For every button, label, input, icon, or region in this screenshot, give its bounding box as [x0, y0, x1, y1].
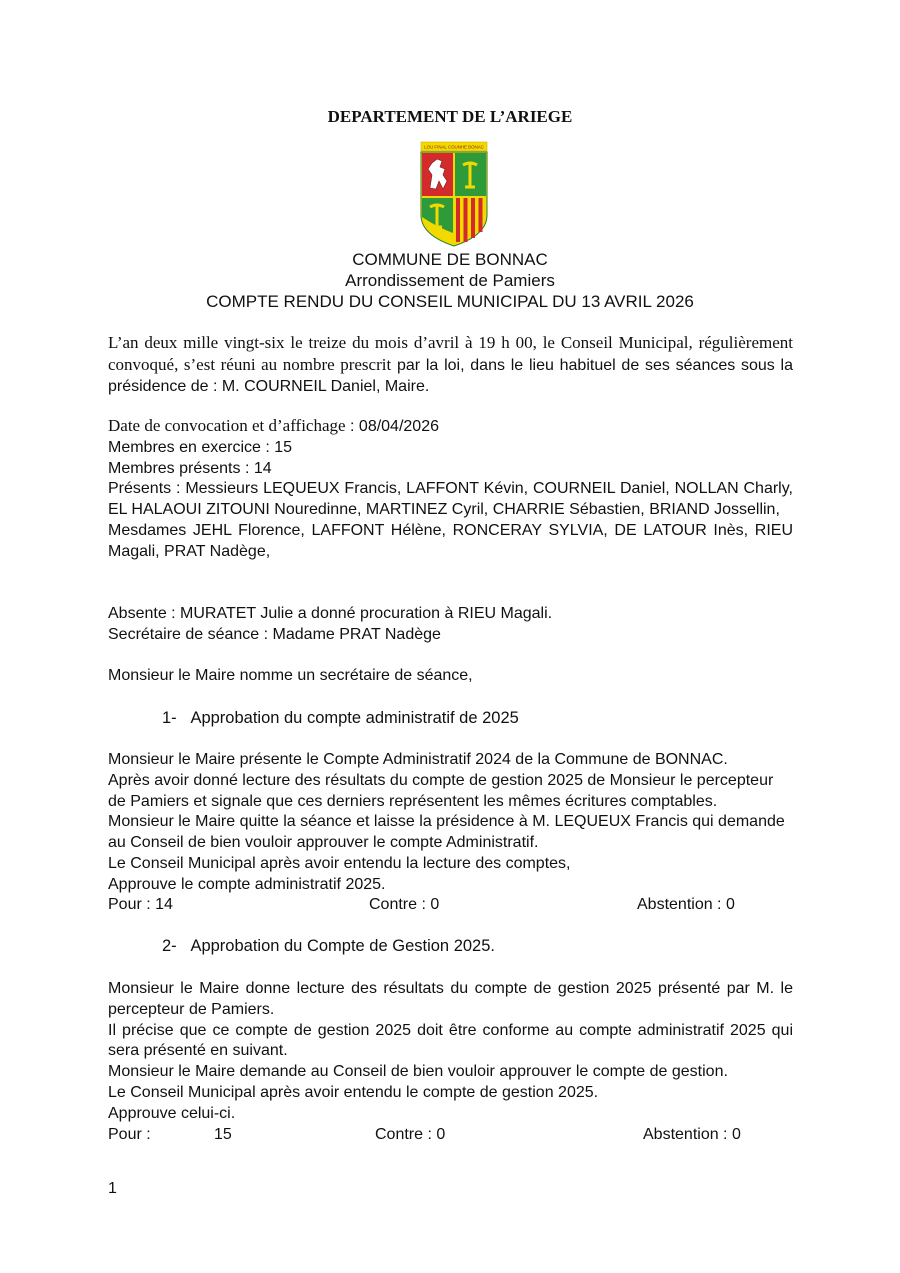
section-2-vote-against: Contre : 0 [375, 1126, 446, 1143]
report-title: COMPTE RENDU DU CONSEIL MUNICIPAL DU 13 AVRIL 2026 [206, 292, 694, 311]
present-men: Présents : Messieurs LEQUEUX Francis, LAFFONT Kévin, COURNEIL Daniel, NOLLAN Charly, EL HALAOUI ZITOUNI Nouredinne, MARTINEZ Cyril, CHARRIE Sébastien, BRIAND Jossellin, [108, 480, 793, 519]
section-2-vote-for-count: 15 [214, 1126, 232, 1143]
section-1-vote-for: Pour : 14 [108, 896, 173, 913]
attendance-block [108, 416, 793, 563]
convocation-date: : 08/04/2026 [345, 418, 439, 435]
section-2-title: Approbation du Compte de Gestion 2025. [190, 937, 495, 955]
section-1-heading [162, 709, 519, 728]
intro-serif-text: L’an deux mille vingt-six le treize du mois d’avril à 19 h 00, le Conseil Municipal, régulièrement convoqué, s’est réuni au nombre prescrit [108, 333, 793, 374]
intro-paragraph [108, 333, 793, 397]
department-heading: DEPARTEMENT DE L’ARIEGE [327, 107, 573, 126]
section-1-paragraph: Approuve le compte administratif 2025. [108, 875, 386, 893]
absence-block [108, 604, 793, 646]
commune-crest [419, 141, 489, 247]
section-2-number: 2- [162, 937, 177, 955]
intro-sans-text: par la loi, dans le lieu habituel de ses séances sous la présidence de : M. COURNEIL Daniel, Maire. [108, 356, 794, 395]
arrondissement: Arrondissement de Pamiers [345, 271, 555, 290]
section-2-paragraph: Approuve celui-ci. [108, 1104, 236, 1122]
section-2-vote-for-label: Pour : [108, 1126, 151, 1143]
section-2-paragraph: Monsieur le Maire donne lecture des résultats du compte de gestion 2025 présenté par M. le percepteur de Pamiers. [108, 980, 793, 1018]
section-1-title: Approbation du compte administratif de 2025 [190, 709, 519, 727]
members-present: Membres présents : 14 [108, 459, 272, 477]
section-2-paragraph: Il précise que ce compte de gestion 2025 doit être conforme au compte administratif 2025 qui sera présenté en suivant. [108, 1021, 793, 1060]
section-1-paragraph: Monsieur le Maire quitte la séance et laisse la présidence à M. LEQUEUX Francis qui demande au Conseil de bien vouloir approuver le compte Administratif. [108, 813, 785, 852]
absent-member: Absente : MURATET Julie a donné procuration à RIEU Magali. [108, 605, 553, 622]
section-1-body [108, 750, 793, 896]
page-number: 1 [108, 1180, 117, 1197]
session-secretary: Secrétaire de séance : Madame PRAT Nadège [108, 625, 441, 643]
section-1-paragraph: Monsieur le Maire présente le Compte Administratif 2024 de la Commune de BONNAC. [108, 751, 728, 768]
crest-motto: LOU FINAL COUNHE BONAC [424, 144, 484, 150]
convocation-label: Date de convocation et d’affichage [108, 416, 346, 435]
section-1-vote-abstention: Abstention : 0 [637, 896, 735, 913]
section-2-paragraph: Monsieur le Maire demande au Conseil de bien vouloir approuver le compte de gestion. [108, 1063, 728, 1081]
section-2-body [108, 979, 793, 1125]
commune-name: COMMUNE DE BONNAC [352, 250, 548, 269]
section-1-number: 1- [162, 709, 177, 727]
secretary-nomination: Monsieur le Maire nomme un secrétaire de séance, [108, 667, 473, 684]
section-2-paragraph: Le Conseil Municipal après avoir entendu le compte de gestion 2025. [108, 1083, 599, 1101]
section-2-heading [162, 937, 495, 956]
section-1-paragraph: Après avoir donné lecture des résultats du compte de gestion 2025 de Monsieur le percepteur de Pamiers et signale que ces derniers représentent les mêmes écritures comptables. [108, 771, 774, 810]
section-1-paragraph: Le Conseil Municipal après avoir entendu la lecture des comptes, [108, 854, 571, 872]
members-in-office: Membres en exercice : 15 [108, 438, 293, 456]
section-1-vote-against: Contre : 0 [369, 896, 440, 913]
section-2-vote-abstention: Abstention : 0 [643, 1126, 741, 1143]
present-women: Mesdames JEHL Florence, LAFFONT Hélène, RONCERAY SYLVIA, DE LATOUR Inès, RIEU Magali, PRAT Nadège, [108, 521, 793, 560]
